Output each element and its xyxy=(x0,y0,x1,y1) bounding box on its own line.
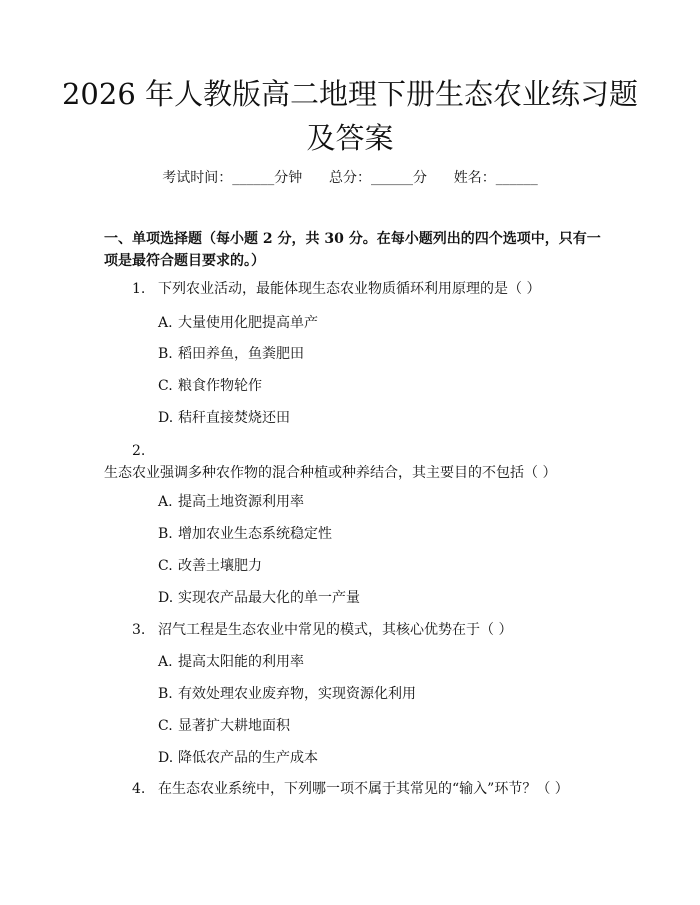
question-3 xyxy=(104,619,604,641)
option xyxy=(158,556,598,576)
option xyxy=(158,492,598,512)
document-title: 2026 年人教版高二地理下册生态农业练习题及答案 xyxy=(61,77,639,155)
option-text: 提高土地资源利用率 xyxy=(178,494,304,510)
option-text: 改善土壤肥力 xyxy=(178,558,262,574)
option xyxy=(158,748,598,768)
option-text: 有效处理农业废弃物，实现资源化利用 xyxy=(178,686,416,702)
option-letter: B. xyxy=(158,686,173,702)
option xyxy=(158,313,598,333)
question-number: 2. xyxy=(132,443,146,459)
option xyxy=(158,588,598,608)
option xyxy=(158,408,598,428)
option-text: 大量使用化肥提高单产 xyxy=(178,315,318,331)
section-heading: 一、单项选择题（每小题 2 分，共 30 分。在每小题列出的四个选项中，只有一项是最符合题目要求的。） xyxy=(104,231,601,269)
option-letter: A. xyxy=(158,494,173,510)
question-text: 生态农业强调多种农作物的混合种植或种养结合，其主要目的不包括（ ） xyxy=(104,465,557,481)
option-letter: C. xyxy=(158,378,173,394)
option-text: 实现农产品最大化的单一产量 xyxy=(178,590,360,606)
option-text: 提高太阳能的利用率 xyxy=(178,654,304,670)
option xyxy=(158,716,598,736)
option xyxy=(158,344,598,364)
option xyxy=(158,376,598,396)
question-number: 4. xyxy=(132,781,146,797)
question-4 xyxy=(104,778,604,800)
option xyxy=(158,652,598,672)
exam-info-line: 考试时间：______分钟 总分：______分 姓名：______ xyxy=(162,170,538,186)
option-letter: A. xyxy=(158,315,173,331)
option-text: 稻田养鱼，鱼粪肥田 xyxy=(178,346,304,362)
question-number: 3. xyxy=(132,622,146,638)
option-letter: C. xyxy=(158,718,173,734)
option-letter: A. xyxy=(158,654,173,670)
option-letter: B. xyxy=(158,526,173,542)
question-1 xyxy=(104,278,604,300)
option-text: 增加农业生态系统稳定性 xyxy=(178,526,332,542)
option xyxy=(158,684,598,704)
option xyxy=(158,524,598,544)
option-text: 显著扩大耕地面积 xyxy=(178,718,290,734)
question-text: 在生态农业系统中，下列哪一项不属于其常见的“输入”环节？（ ） xyxy=(158,781,569,797)
question-2 xyxy=(104,440,604,484)
option-letter: D. xyxy=(158,590,174,606)
option-letter: B. xyxy=(158,346,173,362)
option-letter: D. xyxy=(158,410,174,426)
option-letter: D. xyxy=(158,750,174,766)
option-text: 秸秆直接焚烧还田 xyxy=(178,410,290,426)
option-text: 粮食作物轮作 xyxy=(178,378,262,394)
question-text: 沼气工程是生态农业中常见的模式，其核心优势在于（ ） xyxy=(158,622,513,638)
question-number: 1. xyxy=(132,281,146,297)
option-letter: C. xyxy=(158,558,173,574)
question-text: 下列农业活动，最能体现生态农业物质循环利用原理的是（ ） xyxy=(158,281,541,297)
option-text: 降低农产品的生产成本 xyxy=(178,750,318,766)
